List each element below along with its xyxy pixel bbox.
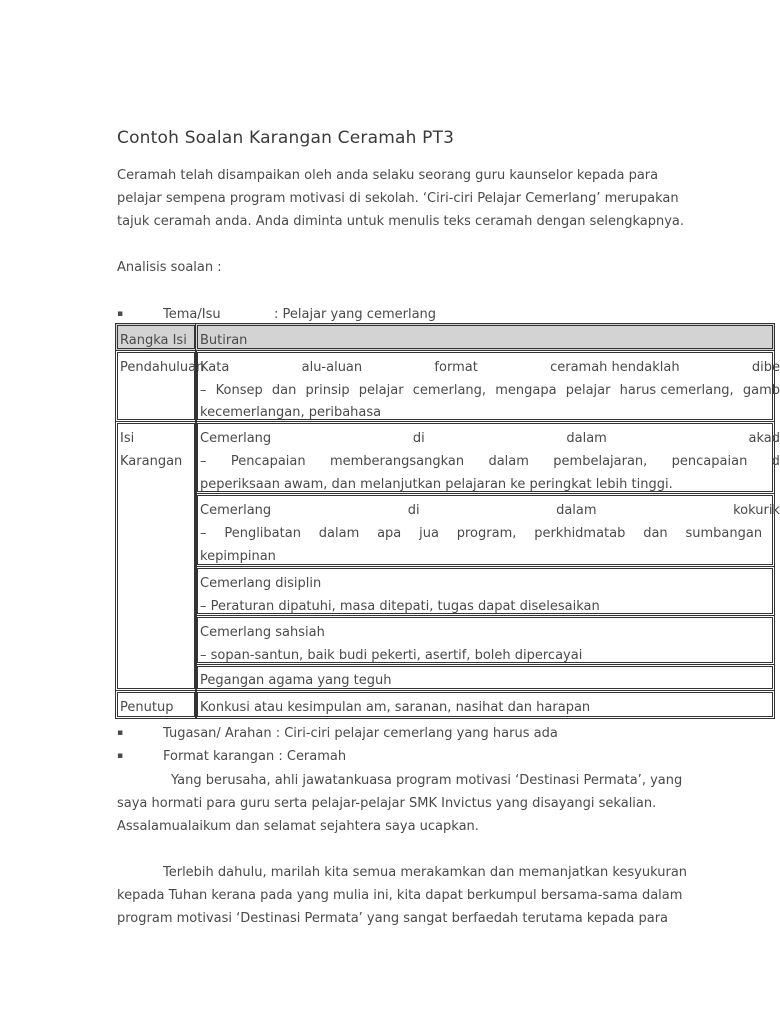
row-isi-sahsiah: Cemerlang sahsiah – sopan-santun, baik budi pekerti, asertif, boleh dipercayai	[195, 615, 775, 665]
intro-line: tajuk ceramah anda. Anda diminta untuk menulis teks ceramah dengan selengkapnya.	[117, 214, 685, 229]
koku-line-3: kepimpinan	[200, 549, 276, 564]
pendahuluan-line-3: kecemerlangan, peribahasa	[200, 405, 382, 420]
header-rangka-isi: Rangka Isi	[115, 323, 197, 351]
akademik-line-3: peperiksaan awam, dan melanjutkan pelajaran ke peringkat lebih tinggi.	[200, 477, 673, 492]
row-pendahuluan-label: Pendahuluan	[115, 350, 197, 422]
intro-line: Ceramah telah disampaikan oleh anda selaku seorang guru kaunselor kepada para	[117, 168, 659, 183]
bullet-icon: ▪	[117, 751, 124, 761]
row-penutup-detail: Konkusi atau kesimpulan am, saranan, nasihat dan harapan	[195, 690, 775, 719]
row-penutup-label: Penutup	[115, 690, 197, 719]
bullet-icon: ▪	[117, 309, 124, 319]
row-isi-akademik	[195, 421, 780, 494]
document-page: Contoh Soalan Karangan Ceramah PT3 Ceramah telah disampaikan oleh anda selaku seorang guru kaunselor kepada para pelajar sempena program motivasi di sekolah. ‘Ciri-ciri Pelajar Cemerlang’ merupakan tajuk ceramah anda. Anda diminta untuk menulis teks ceramah dengan selengkapnya. Analisis soalan : ▪ Tema/Isu : Pelajar yang cemerlang Rangka Isi Butiran Pendahuluan Kata alu-aluan format ceramah hendaklah dibe – Konsep dan prinsip pelajar cemerlang, mengapa pelajar harus cemerlang, gamb kecemerlangan, peribahasa Isi Karangan Cemerlang di dalam akad – Pencapaian memberangsangkan dalam pembelajaran, pencapaian d peperiksaan awam, dan melanjutkan pelajaran ke peringkat lebih tinggi. Cemerlang di dalam kokurik – Penglibatan dalam apa jua program, perkhidmatab dan sumbangan kepimpinan Cemerlang disiplin – Peraturan dipatuhi, masa ditepati, tugas dapat diselesaikan Cemerlang sahsiah – sopan-santun, baik budi pekerti, asertif, boleh dipercayai Pegangan agama yang teguh Penutup Konkusi atau kesimpulan am, saranan, nasihat dan harapan ▪ Tugasan/ Arahan : Ciri-ciri pelajar cemerlang yang harus ada ▪ Format karangan : Ceramah Yang berusaha, ahli jawatankuasa program motivasi ‘Destinasi Permata’, yang saya hormati para guru serta pelajar-pelajar SMK Invictus yang disayangi sekalian. Assalamualaikum dan selamat sejahtera saya ucapkan. Terlebih dahulu, marilah kita semua merakamkan dan memanjatkan kesyukuran kepada Tuhan kerana pada yang mulia ini, kita dapat berkumpul bersama-sama dalam program motivasi ‘Destinasi Permata’ yang sangat berfaedah terutama kepada para	[0, 0, 768, 1024]
akademik-line-1: Cemerlang di dalam akad	[200, 431, 780, 446]
pendahuluan-line-2: – Konsep dan prinsip pelajar cemerlang, mengapa pelajar harus cemerlang, gamb	[200, 383, 780, 398]
koku-line-1: Cemerlang di dalam kokurik	[200, 503, 780, 518]
row-isi-kokurikulum	[195, 493, 780, 567]
bullet-tema-label: Tema/Isu	[163, 307, 221, 322]
bullet-icon: ▪	[117, 728, 124, 738]
row-isi-disiplin: Cemerlang disiplin – Peraturan dipatuhi, masa ditepati, tugas dapat diselesaikan	[195, 566, 775, 616]
pendahuluan-line-1: Kata alu-aluan format ceramah hendaklah dibe	[200, 360, 780, 375]
rangka-table	[115, 323, 780, 720]
analysis-label: Analisis soalan :	[117, 260, 222, 275]
akademik-line-2: – Pencapaian memberangsangkan dalam pembelajaran, pencapaian d	[200, 454, 780, 469]
row-pendahuluan-detail	[195, 350, 780, 422]
bullet-tema-value: : Pelajar yang cemerlang	[274, 307, 437, 322]
intro-line: pelajar sempena program motivasi di sekolah. ‘Ciri-ciri Pelajar Cemerlang’ merupakan	[117, 191, 679, 206]
row-isi-agama: Pegangan agama yang teguh	[195, 664, 775, 691]
document-title: Contoh Soalan Karangan Ceramah PT3	[117, 128, 455, 148]
header-butiran: Butiran	[195, 323, 775, 351]
speech-paragraph-2: Terlebih dahulu, marilah kita semua merakamkan dan memanjatkan kesyukuran kepada Tuhan kerana pada yang mulia ini, kita dapat berkumpul bersama-sama dalam program motivasi ‘Destinasi Permata’ yang sangat berfaedah terutama kepada para	[117, 865, 688, 926]
row-isi-label: Isi Karangan	[115, 421, 197, 691]
koku-line-2: – Penglibatan dalam apa jua program, perkhidmatab dan sumbangan	[200, 526, 763, 541]
intro-paragraph	[117, 164, 685, 233]
speech-paragraph-1: Yang berusaha, ahli jawatankuasa program motivasi ‘Destinasi Permata’, yang saya hormati para guru serta pelajar-pelajar SMK Invictus yang disayangi sekalian. Assalamualaikum dan selamat sejahtera saya ucapkan.	[117, 773, 683, 834]
